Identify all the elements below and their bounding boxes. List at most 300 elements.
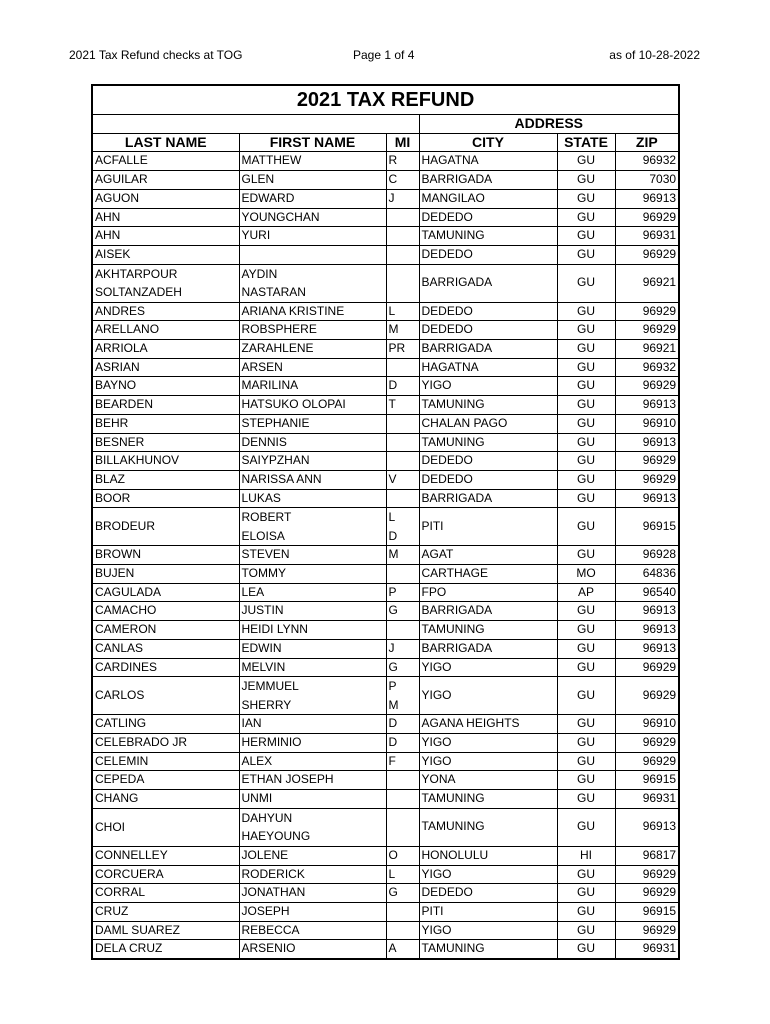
state-cell: GU [557, 602, 615, 621]
last-name-cell-line: BROWN [95, 547, 141, 562]
first-name-cell [239, 602, 386, 621]
zip-cell: 96913 [615, 808, 679, 846]
last-name-cell-line: SOLTANZADEH [95, 285, 182, 300]
zip-cell: 96540 [615, 583, 679, 602]
first-name-cell-line: REBECCA [241, 922, 300, 937]
zip-cell: 96913 [615, 639, 679, 658]
state-cell: GU [557, 902, 615, 921]
mi-cell [386, 152, 419, 171]
first-name-cell-line: HATSUKO OLOPAI [241, 397, 346, 412]
last-name-cell [92, 790, 239, 809]
city-cell: PITI [419, 902, 557, 921]
zip-cell: 96915 [615, 771, 679, 790]
city-cell: DEDEDO [419, 245, 557, 264]
first-name-cell-line: YOUNGCHAN [241, 209, 320, 224]
page-header [0, 48, 770, 66]
mi-cell [386, 489, 419, 508]
last-name-cell [92, 884, 239, 903]
city-cell: YIGO [419, 752, 557, 771]
city-cell: YIGO [419, 377, 557, 396]
first-name-cell [239, 414, 386, 433]
zip-cell: 96921 [615, 264, 679, 302]
table-title: 2021 TAX REFUND [92, 85, 679, 115]
mi-cell-line: G [388, 885, 398, 900]
mi-cell [386, 321, 419, 340]
last-name-cell [92, 433, 239, 452]
last-name-cell-line: BUJEN [95, 566, 135, 581]
state-cell: GU [557, 358, 615, 377]
last-name-cell-line: AISEK [95, 246, 131, 261]
first-name-cell [239, 865, 386, 884]
last-name-cell [92, 189, 239, 208]
state-cell: GU [557, 771, 615, 790]
state-cell: GU [557, 152, 615, 171]
first-name-cell-line: MELVIN [241, 659, 286, 674]
last-name-cell-line: CONNELLEY [95, 847, 168, 862]
zip-cell: 96929 [615, 752, 679, 771]
zip-cell: 96915 [615, 902, 679, 921]
city-cell: BARRIGADA [419, 264, 557, 302]
mi-cell [386, 171, 419, 190]
city-cell: TAMUNING [419, 790, 557, 809]
mi-cell [386, 396, 419, 415]
table-row [92, 377, 679, 396]
table-row [92, 433, 679, 452]
column-header-row [92, 133, 679, 152]
first-name-cell [239, 677, 386, 715]
table-body [92, 152, 679, 959]
mi-cell [386, 658, 419, 677]
mi-cell-line: D [388, 734, 398, 749]
city-cell: HAGATNA [419, 152, 557, 171]
mi-cell [386, 302, 419, 321]
first-name-cell-line: LUKAS [241, 490, 281, 505]
first-name-cell [239, 715, 386, 734]
first-name-cell [239, 227, 386, 246]
last-name-cell-line: CHOI [95, 819, 125, 834]
last-name-cell [92, 470, 239, 489]
first-name-cell-line: IAN [241, 716, 262, 731]
city-cell: CARTHAGE [419, 565, 557, 584]
table-row [92, 396, 679, 415]
address-group-row [92, 115, 679, 134]
first-name-cell-line: ROBSPHERE [241, 322, 317, 337]
mi-cell-line: D [388, 378, 398, 393]
first-name-cell [239, 846, 386, 865]
first-name-cell-line: YURI [241, 228, 271, 243]
state-cell: GU [557, 189, 615, 208]
city-cell: YONA [419, 771, 557, 790]
mi-cell [386, 470, 419, 489]
city-cell: DEDEDO [419, 470, 557, 489]
first-name-cell [239, 808, 386, 846]
mi-cell [386, 546, 419, 565]
table-row [92, 565, 679, 584]
table-row [92, 771, 679, 790]
table-row [92, 752, 679, 771]
mi-cell-line: P [388, 679, 397, 694]
column-header-city: CITY [419, 133, 557, 152]
first-name-cell [239, 940, 386, 959]
first-name-cell [239, 921, 386, 940]
last-name-cell [92, 227, 239, 246]
last-name-cell [92, 940, 239, 959]
first-name-cell-line: ARIANA KRISTINE [241, 303, 345, 318]
first-name-cell-line: HEIDI LYNN [241, 622, 308, 637]
zip-cell: 96929 [615, 452, 679, 471]
last-name-cell-line: AGUON [95, 190, 140, 205]
title-row [92, 85, 679, 115]
first-name-cell [239, 752, 386, 771]
first-name-cell [239, 377, 386, 396]
zip-cell: 96929 [615, 865, 679, 884]
table-row [92, 602, 679, 621]
first-name-cell-line: NARISSA ANN [241, 471, 322, 486]
mi-cell [386, 902, 419, 921]
last-name-cell [92, 808, 239, 846]
first-name-cell-line: JONATHAN [241, 885, 306, 900]
mi-cell-line: F [388, 753, 396, 768]
last-name-cell-line: ACFALLE [95, 153, 148, 168]
last-name-cell-line: CATLING [95, 716, 147, 731]
last-name-cell-line: ARELLANO [95, 322, 160, 337]
mi-cell [386, 340, 419, 359]
city-cell: TAMUNING [419, 621, 557, 640]
state-cell: GU [557, 621, 615, 640]
first-name-cell-line: RODERICK [241, 866, 305, 881]
last-name-cell [92, 414, 239, 433]
table-row [92, 414, 679, 433]
table-row [92, 227, 679, 246]
first-name-cell-line: ZARAHLENE [241, 341, 314, 356]
state-cell: HI [557, 846, 615, 865]
zip-cell: 96929 [615, 377, 679, 396]
zip-cell: 64836 [615, 565, 679, 584]
first-name-cell-line: SHERRY [241, 697, 292, 712]
mi-cell [386, 602, 419, 621]
last-name-cell-line: BILLAKHUNOV [95, 453, 180, 468]
last-name-cell-line: DELA CRUZ [95, 941, 163, 956]
first-name-cell [239, 340, 386, 359]
city-cell: YIGO [419, 677, 557, 715]
zip-cell: 96929 [615, 884, 679, 903]
zip-cell: 96929 [615, 733, 679, 752]
state-cell: GU [557, 940, 615, 959]
first-name-cell-line: UNMI [241, 791, 273, 806]
last-name-cell-line: CAGULADA [95, 584, 162, 599]
state-cell: GU [557, 340, 615, 359]
last-name-cell [92, 621, 239, 640]
first-name-cell-line: HERMINIO [241, 734, 302, 749]
mi-cell-line: J [388, 640, 395, 655]
state-cell: GU [557, 245, 615, 264]
first-name-cell-line: JEMMUEL [241, 679, 299, 694]
last-name-cell [92, 452, 239, 471]
first-name-cell [239, 565, 386, 584]
first-name-cell-line: AYDIN [241, 266, 278, 281]
first-name-cell [239, 302, 386, 321]
state-cell: GU [557, 865, 615, 884]
zip-cell: 96929 [615, 470, 679, 489]
first-name-cell-line: JOSEPH [241, 903, 290, 918]
first-name-cell-line: JUSTIN [241, 603, 284, 618]
zip-cell: 96929 [615, 658, 679, 677]
table-row [92, 902, 679, 921]
city-cell: TAMUNING [419, 227, 557, 246]
mi-cell [386, 808, 419, 846]
last-name-cell [92, 489, 239, 508]
table-row [92, 808, 679, 846]
table-row [92, 245, 679, 264]
first-name-cell-line: STEPHANIE [241, 415, 310, 430]
first-name-cell-line: SAIYPZHAN [241, 453, 310, 468]
first-name-cell-line: ETHAN JOSEPH [241, 772, 334, 787]
mi-cell [386, 639, 419, 658]
last-name-cell [92, 733, 239, 752]
state-cell: GU [557, 171, 615, 190]
table-row [92, 452, 679, 471]
first-name-cell [239, 621, 386, 640]
address-group-header: ADDRESS [419, 115, 679, 134]
first-name-cell-line: ARSENIO [241, 941, 296, 956]
last-name-cell-line: AHN [95, 209, 121, 224]
mi-cell-line: L [388, 510, 396, 525]
table-row [92, 302, 679, 321]
last-name-cell-line: CAMACHO [95, 603, 157, 618]
city-cell: CHALAN PAGO [419, 414, 557, 433]
zip-cell: 96929 [615, 208, 679, 227]
first-name-cell [239, 733, 386, 752]
first-name-cell-line: DAHYUN [241, 810, 293, 825]
first-name-cell-line: TOMMY [241, 566, 286, 581]
mi-cell-line: L [388, 303, 396, 318]
state-cell: GU [557, 546, 615, 565]
city-cell: DEDEDO [419, 321, 557, 340]
first-name-cell-line: ELOISA [241, 528, 285, 543]
first-name-cell [239, 583, 386, 602]
first-name-cell [239, 358, 386, 377]
table-row [92, 639, 679, 658]
last-name-cell [92, 358, 239, 377]
table-row [92, 583, 679, 602]
mi-cell [386, 865, 419, 884]
as-of-date: as of 10-28-2022 [609, 48, 700, 62]
city-cell: BARRIGADA [419, 602, 557, 621]
mi-cell-line: G [388, 603, 398, 618]
table-row [92, 489, 679, 508]
state-cell: GU [557, 470, 615, 489]
mi-cell [386, 940, 419, 959]
city-cell: DEDEDO [419, 884, 557, 903]
last-name-cell-line: CANLAS [95, 640, 144, 655]
last-name-cell [92, 658, 239, 677]
column-header-state: STATE [557, 133, 615, 152]
city-cell: YIGO [419, 921, 557, 940]
first-name-cell-line: MATTHEW [241, 153, 302, 168]
first-name-cell [239, 208, 386, 227]
last-name-cell-line: ASRIAN [95, 359, 140, 374]
first-name-cell-line: NASTARAN [241, 285, 306, 300]
last-name-cell [92, 846, 239, 865]
table-row [92, 470, 679, 489]
table-row [92, 508, 679, 546]
city-cell: TAMUNING [419, 808, 557, 846]
last-name-cell [92, 565, 239, 584]
first-name-cell [239, 396, 386, 415]
mi-cell [386, 790, 419, 809]
last-name-cell [92, 377, 239, 396]
last-name-cell-line: BEHR [95, 415, 129, 430]
table-row [92, 621, 679, 640]
state-cell: GU [557, 227, 615, 246]
mi-cell [386, 377, 419, 396]
mi-cell-line: A [388, 941, 397, 956]
column-header-last-name: LAST NAME [92, 133, 239, 152]
city-cell: DEDEDO [419, 452, 557, 471]
last-name-cell-line: CRUZ [95, 903, 129, 918]
city-cell: AGANA HEIGHTS [419, 715, 557, 734]
zip-cell: 96929 [615, 302, 679, 321]
table-row [92, 358, 679, 377]
zip-cell: 96931 [615, 790, 679, 809]
mi-cell-line: G [388, 659, 398, 674]
last-name-cell-line: AKHTARPOUR [95, 266, 178, 281]
zip-cell: 96921 [615, 340, 679, 359]
state-cell: GU [557, 884, 615, 903]
mi-cell [386, 771, 419, 790]
first-name-cell [239, 321, 386, 340]
last-name-cell [92, 508, 239, 546]
last-name-cell-line: CELEMIN [95, 753, 149, 768]
last-name-cell [92, 865, 239, 884]
state-cell: GU [557, 715, 615, 734]
mi-cell [386, 189, 419, 208]
first-name-cell-line: EDWIN [241, 640, 282, 655]
state-cell: GU [557, 921, 615, 940]
mi-cell [386, 846, 419, 865]
mi-cell [386, 508, 419, 546]
first-name-cell-line: EDWARD [241, 190, 295, 205]
mi-cell-line: C [388, 172, 398, 187]
last-name-cell [92, 546, 239, 565]
table-row [92, 321, 679, 340]
city-cell: AGAT [419, 546, 557, 565]
table-row [92, 715, 679, 734]
last-name-cell [92, 602, 239, 621]
first-name-cell-line: HAEYOUNG [241, 829, 311, 844]
zip-cell: 96910 [615, 715, 679, 734]
city-cell: HAGATNA [419, 358, 557, 377]
mi-cell [386, 414, 419, 433]
state-cell: GU [557, 377, 615, 396]
state-cell: GU [557, 452, 615, 471]
first-name-cell [239, 546, 386, 565]
last-name-cell-line: AGUILAR [95, 172, 148, 187]
table-row [92, 940, 679, 959]
state-cell: GU [557, 321, 615, 340]
state-cell: GU [557, 808, 615, 846]
state-cell: GU [557, 302, 615, 321]
column-header-first-name: FIRST NAME [239, 133, 386, 152]
state-cell: GU [557, 639, 615, 658]
last-name-cell-line: CHANG [95, 791, 139, 806]
first-name-cell [239, 470, 386, 489]
mi-cell [386, 921, 419, 940]
city-cell: PITI [419, 508, 557, 546]
zip-cell: 96915 [615, 508, 679, 546]
zip-cell: 96913 [615, 396, 679, 415]
zip-cell: 96932 [615, 152, 679, 171]
first-name-cell [239, 771, 386, 790]
city-cell: YIGO [419, 865, 557, 884]
city-cell: TAMUNING [419, 396, 557, 415]
zip-cell: 96929 [615, 245, 679, 264]
last-name-cell-line: BAYNO [95, 378, 137, 393]
last-name-cell-line: BESNER [95, 434, 145, 449]
city-cell: YIGO [419, 658, 557, 677]
table-row [92, 208, 679, 227]
first-name-cell-line: JOLENE [241, 847, 289, 862]
mi-cell [386, 433, 419, 452]
mi-cell [386, 715, 419, 734]
last-name-cell [92, 396, 239, 415]
last-name-cell-line: BEARDEN [95, 397, 154, 412]
zip-cell: 96913 [615, 602, 679, 621]
first-name-cell [239, 658, 386, 677]
zip-cell: 96913 [615, 189, 679, 208]
last-name-cell-line: CARLOS [95, 688, 145, 703]
table-row [92, 264, 679, 302]
mi-cell-line: O [388, 847, 398, 862]
city-cell: FPO [419, 583, 557, 602]
table-row [92, 846, 679, 865]
zip-cell: 96931 [615, 227, 679, 246]
zip-cell: 96913 [615, 433, 679, 452]
first-name-cell-line: LEA [241, 584, 265, 599]
table-row [92, 189, 679, 208]
last-name-cell [92, 677, 239, 715]
refund-table [91, 84, 680, 960]
state-cell: GU [557, 752, 615, 771]
last-name-cell-line: CELEBRADO JR [95, 734, 188, 749]
mi-cell-line: M [388, 547, 399, 562]
city-cell: DEDEDO [419, 208, 557, 227]
city-cell: HONOLULU [419, 846, 557, 865]
mi-cell [386, 227, 419, 246]
first-name-cell-line: STEVEN [241, 547, 290, 562]
table-row [92, 658, 679, 677]
first-name-cell [239, 171, 386, 190]
state-cell: GU [557, 733, 615, 752]
state-cell: GU [557, 208, 615, 227]
state-cell: AP [557, 583, 615, 602]
last-name-cell [92, 771, 239, 790]
last-name-cell [92, 340, 239, 359]
last-name-cell-line: AHN [95, 228, 121, 243]
first-name-cell [239, 433, 386, 452]
last-name-cell [92, 245, 239, 264]
mi-cell [386, 733, 419, 752]
city-cell: BARRIGADA [419, 639, 557, 658]
table-row [92, 790, 679, 809]
mi-cell [386, 358, 419, 377]
last-name-cell [92, 208, 239, 227]
blank-header-cell [92, 115, 419, 134]
first-name-cell-line: GLEN [241, 172, 275, 187]
zip-cell: 96913 [615, 621, 679, 640]
table-row [92, 884, 679, 903]
last-name-cell [92, 902, 239, 921]
